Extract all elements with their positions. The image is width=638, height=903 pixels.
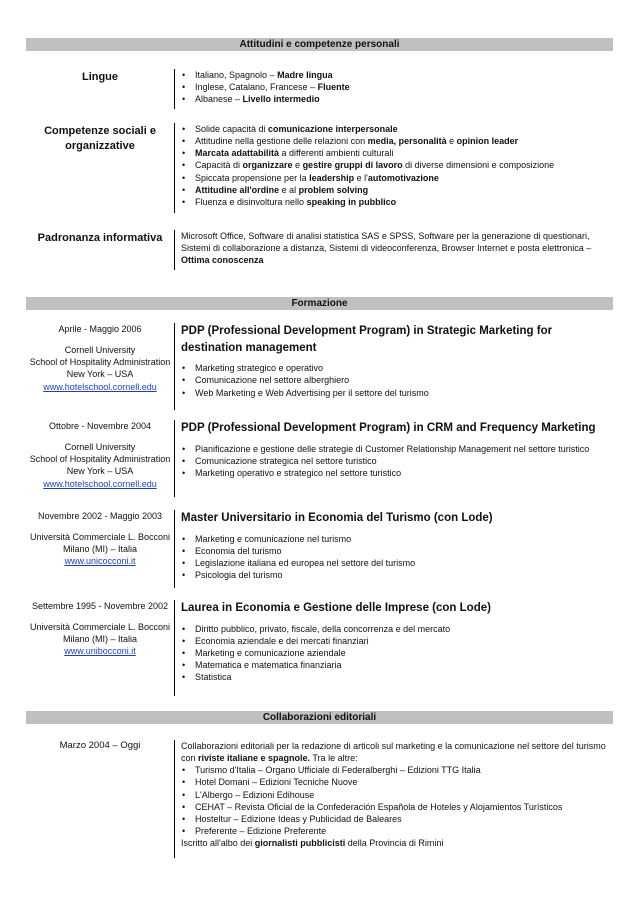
informativa-label: Padronanza informativa	[37, 232, 163, 244]
competenze-label: Competenze sociali e organizzative	[44, 125, 156, 152]
list-item: • Italiano, Spagnolo – Madre lingua	[181, 69, 613, 81]
list-item: • Statistica	[181, 671, 613, 683]
list-item: • Diritto pubblico, privato, fiscale, della concorrenza e del mercato	[181, 623, 613, 635]
collab-end: Iscritto all'albo dei giornalisti pubblicisti della Provincia di Rimini	[181, 838, 444, 849]
formazione-content	[174, 510, 613, 588]
informativa-text: Microsoft Office, Software di analisi statistica SAS e SPSS, Software per la generazione di questionari, Sistemi di collaborazione a distanza, Sistemi di videoconferenza, Browser Internet e posta elettronica –	[181, 231, 592, 254]
list-item: • Albanese – Livello intermedio	[181, 93, 613, 105]
lingue-content	[174, 69, 613, 109]
list-item: • CEHAT – Revista Oficial de la Confederación Española de Hoteles y Alojamientos Turísticos	[181, 801, 613, 813]
formazione-content	[174, 420, 613, 497]
institution-name: Università Commerciale L. Bocconi	[29, 532, 171, 543]
list-item: • Hotel Domani – Edizioni Tecniche Nuove	[181, 776, 613, 788]
informativa-bold: Ottima conoscenza	[181, 255, 264, 266]
institution-name: Università Commerciale L. Bocconi	[29, 622, 171, 633]
list-item: • L'Albergo – Edizioni Edihouse	[181, 789, 613, 801]
section-header-attitudini: Attitudini e competenze personali	[26, 38, 613, 51]
institution-link[interactable]: www.unicocconi.it	[64, 556, 136, 567]
list-item: • Comunicazione strategica nel settore turistico	[181, 455, 613, 467]
institution-link[interactable]: www.unibocconi.it	[64, 646, 136, 657]
informativa-content	[174, 230, 613, 270]
competenze-content	[174, 123, 613, 213]
lingue-label: Lingue	[81, 71, 119, 83]
formazione-date: Novembre 2002 - Maggio 2003	[37, 511, 163, 521]
course-title: PDP (Professional Development Program) in CRM and Frequency Marketing	[181, 422, 596, 434]
formazione-date: Ottobre - Novembre 2004	[48, 421, 152, 431]
formazione-row	[26, 600, 613, 696]
list-item: • Attitudine nella gestione delle relazioni con media, personalità e opinion leader	[181, 135, 613, 147]
formazione-left	[26, 420, 174, 490]
list-item: • Spiccata propensione per la leadership e l'automotivazione	[181, 172, 613, 184]
list-item: • Capacità di organizzare e gestire gruppi di lavoro di diverse dimensioni e composizione	[181, 159, 613, 171]
formazione-left	[26, 510, 174, 568]
list-item: • Fluenza e disinvoltura nello speaking in pubblico	[181, 196, 613, 208]
list-item: • Preferente – Edizione Preferente	[181, 825, 613, 837]
institution-name: Cornell University	[64, 442, 136, 453]
institution-location: New York – USA	[66, 369, 134, 380]
list-item: • Web Marketing e Web Advertising per il settore del turismo	[181, 387, 613, 399]
course-title: Laurea in Economia e Gestione delle Imprese (con Lode)	[181, 602, 491, 614]
institution-location: New York – USA	[66, 466, 134, 477]
formazione-content	[174, 323, 613, 410]
list-item: • Marcata adattabilità a differenti ambienti culturali	[181, 147, 613, 159]
list-item: • Legislazione italiana ed europea nel settore del turismo	[181, 557, 613, 569]
list-item: • Comunicazione nel settore alberghiero	[181, 374, 613, 386]
list-item: • Matematica e matematica finanziaria	[181, 659, 613, 671]
list-item: • Marketing strategico e operativo	[181, 362, 613, 374]
list-item: • Economia del turismo	[181, 545, 613, 557]
list-item: • Psicologia del turismo	[181, 569, 613, 581]
formazione-row	[26, 510, 613, 588]
formazione-content	[174, 600, 613, 696]
institution-link[interactable]: www.hotelschool.cornell.edu	[43, 478, 157, 489]
formazione-row	[26, 420, 613, 497]
course-title: PDP (Professional Development Program) in Strategic Marketing for destination management	[181, 325, 553, 354]
list-item: • Inglese, Catalano, Francese – Fluente	[181, 81, 613, 93]
list-item: • Turismo d'Italia – Organo Ufficiale di Federalberghi – Edizioni TTG Italia	[181, 764, 613, 776]
informativa-row	[26, 230, 613, 270]
collab-content	[174, 740, 613, 858]
list-item: • Marketing e comunicazione aziendale	[181, 647, 613, 659]
list-item: • Marketing operativo e strategico nel settore turistico	[181, 467, 613, 479]
institution-school: Milano (MI) – Italia	[62, 634, 138, 645]
section-header-collaborazioni: Collaborazioni editoriali	[26, 711, 613, 724]
list-item: • Attitudine all'ordine e al problem solving	[181, 184, 613, 196]
formazione-date: Settembre 1995 - Novembre 2002	[31, 601, 169, 611]
list-item: • Economia aziendale e dei mercati finanziari	[181, 635, 613, 647]
collab-date: Marzo 2004 – Oggi	[59, 740, 141, 751]
institution-school: Milano (MI) – Italia	[62, 544, 138, 555]
list-item: • Hosteltur – Edizione Ideas y Publicidad de Baleares	[181, 813, 613, 825]
list-item: • Solide capacità di comunicazione interpersonale	[181, 123, 613, 135]
institution-school: School of Hospitality Administration	[29, 357, 171, 368]
section-header-formazione: Formazione	[26, 297, 613, 310]
competenze-row	[26, 123, 613, 213]
list-item: • Marketing e comunicazione nel turismo	[181, 533, 613, 545]
formazione-row	[26, 323, 613, 410]
formazione-left	[26, 600, 174, 658]
course-title: Master Universitario in Economia del Turismo (con Lode)	[181, 512, 493, 524]
lingue-row	[26, 69, 613, 109]
list-item: • Pianificazione e gestione delle strategie di Customer Relationship Management nel settore turistico	[181, 443, 613, 455]
institution-link[interactable]: www.hotelschool.cornell.edu	[43, 381, 157, 392]
institution-name: Cornell University	[64, 345, 136, 356]
institution-school: School of Hospitality Administration	[29, 454, 171, 465]
collab-row	[26, 740, 613, 858]
formazione-date: Aprile - Maggio 2006	[58, 324, 142, 334]
collab-intro: Collaborazioni editoriali per la redazione di articoli sul marketing e la comunicazione nel settore del turismo con riviste italiane e spagnole. Tra le altre:	[181, 741, 606, 764]
formazione-left	[26, 323, 174, 393]
